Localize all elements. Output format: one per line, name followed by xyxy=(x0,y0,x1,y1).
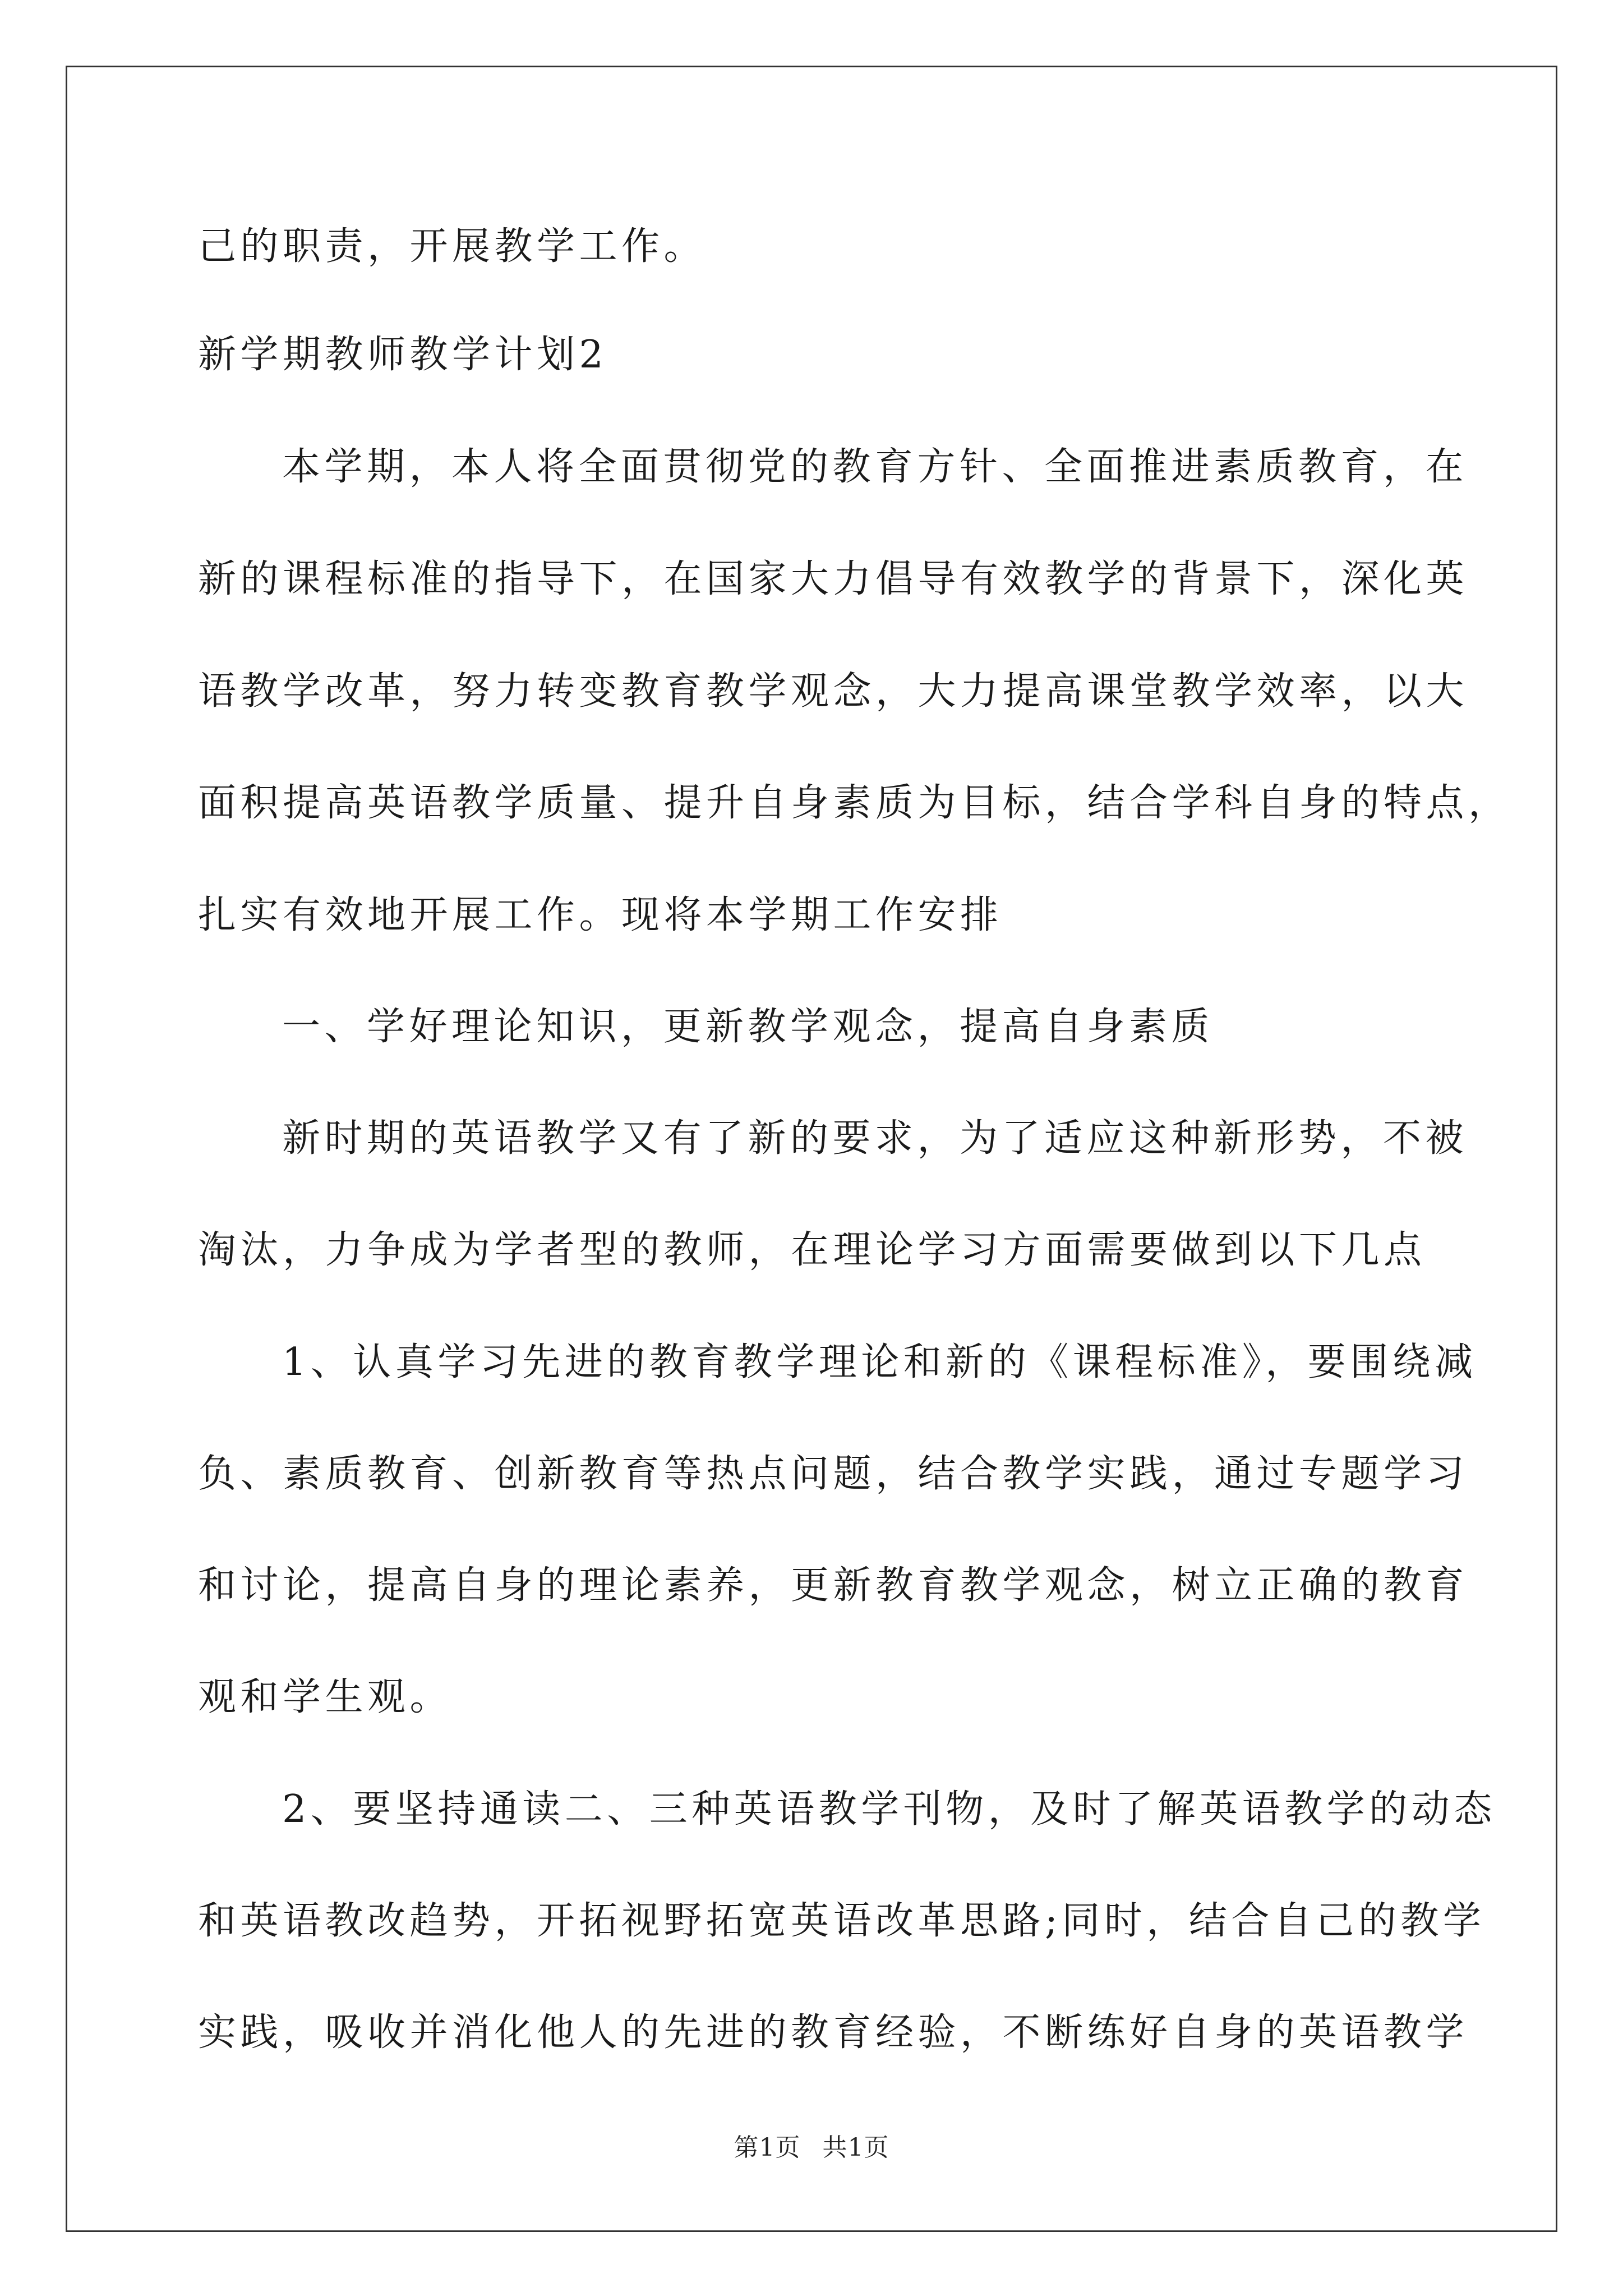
body-line: 扎实有效地开展工作。现将本学期工作安排 xyxy=(198,893,1003,937)
body-line: 面积提高英语教学质量、提升自身素质为目标，结合学科自身的特点， xyxy=(198,781,1511,825)
paragraph-first-line: 1、认真学习先进的教育教学理论和新的《课程标准》，要围绕减 xyxy=(282,1340,1477,1384)
section-heading: 新学期教师教学计划2 xyxy=(198,333,608,377)
paragraph-first-line: 新时期的英语教学又有了新的要求，为了适应这种新形势，不被 xyxy=(282,1116,1468,1161)
paragraph-first-line: 2、要坚持通读二、三种英语教学刊物，及时了解英语教学的动态 xyxy=(282,1787,1496,1832)
body-line: 观和学生观。 xyxy=(198,1675,453,1719)
body-line: 淘汰，力争成为学者型的教师，在理论学习方面需要做到以下几点 xyxy=(198,1228,1426,1272)
paragraph-first-line: 本学期，本人将全面贯彻党的教育方针、全面推进素质教育，在 xyxy=(282,445,1468,489)
page-footer xyxy=(0,2127,1623,2163)
subheading-line: 一、学好理论知识，更新教学观念，提高自身素质 xyxy=(282,1005,1214,1049)
body-line: 和讨论，提高自身的理论素养，更新教育教学观念，树立正确的教育 xyxy=(198,1563,1469,1608)
body-line: 和英语教改趋势，开拓视野拓宽英语改革思路;同时，结合自己的教学 xyxy=(198,1899,1486,1943)
body-line: 己的职责，开展教学工作。 xyxy=(198,224,707,269)
body-line: 新的课程标准的指导下，在国家大力倡导有效教学的背景下，深化英 xyxy=(198,557,1469,601)
body-line: 负、素质教育、创新教育等热点问题，结合教学实践，通过专题学习 xyxy=(198,1452,1469,1496)
page-total: 共1页 xyxy=(822,2133,889,2162)
body-line: 语教学改革，努力转变教育教学观念，大力提高课堂教学效率，以大 xyxy=(198,669,1469,714)
body-line: 实践，吸收并消化他人的先进的教育经验，不断练好自身的英语教学 xyxy=(198,2010,1469,2055)
page-number: 第1页 xyxy=(734,2133,801,2162)
